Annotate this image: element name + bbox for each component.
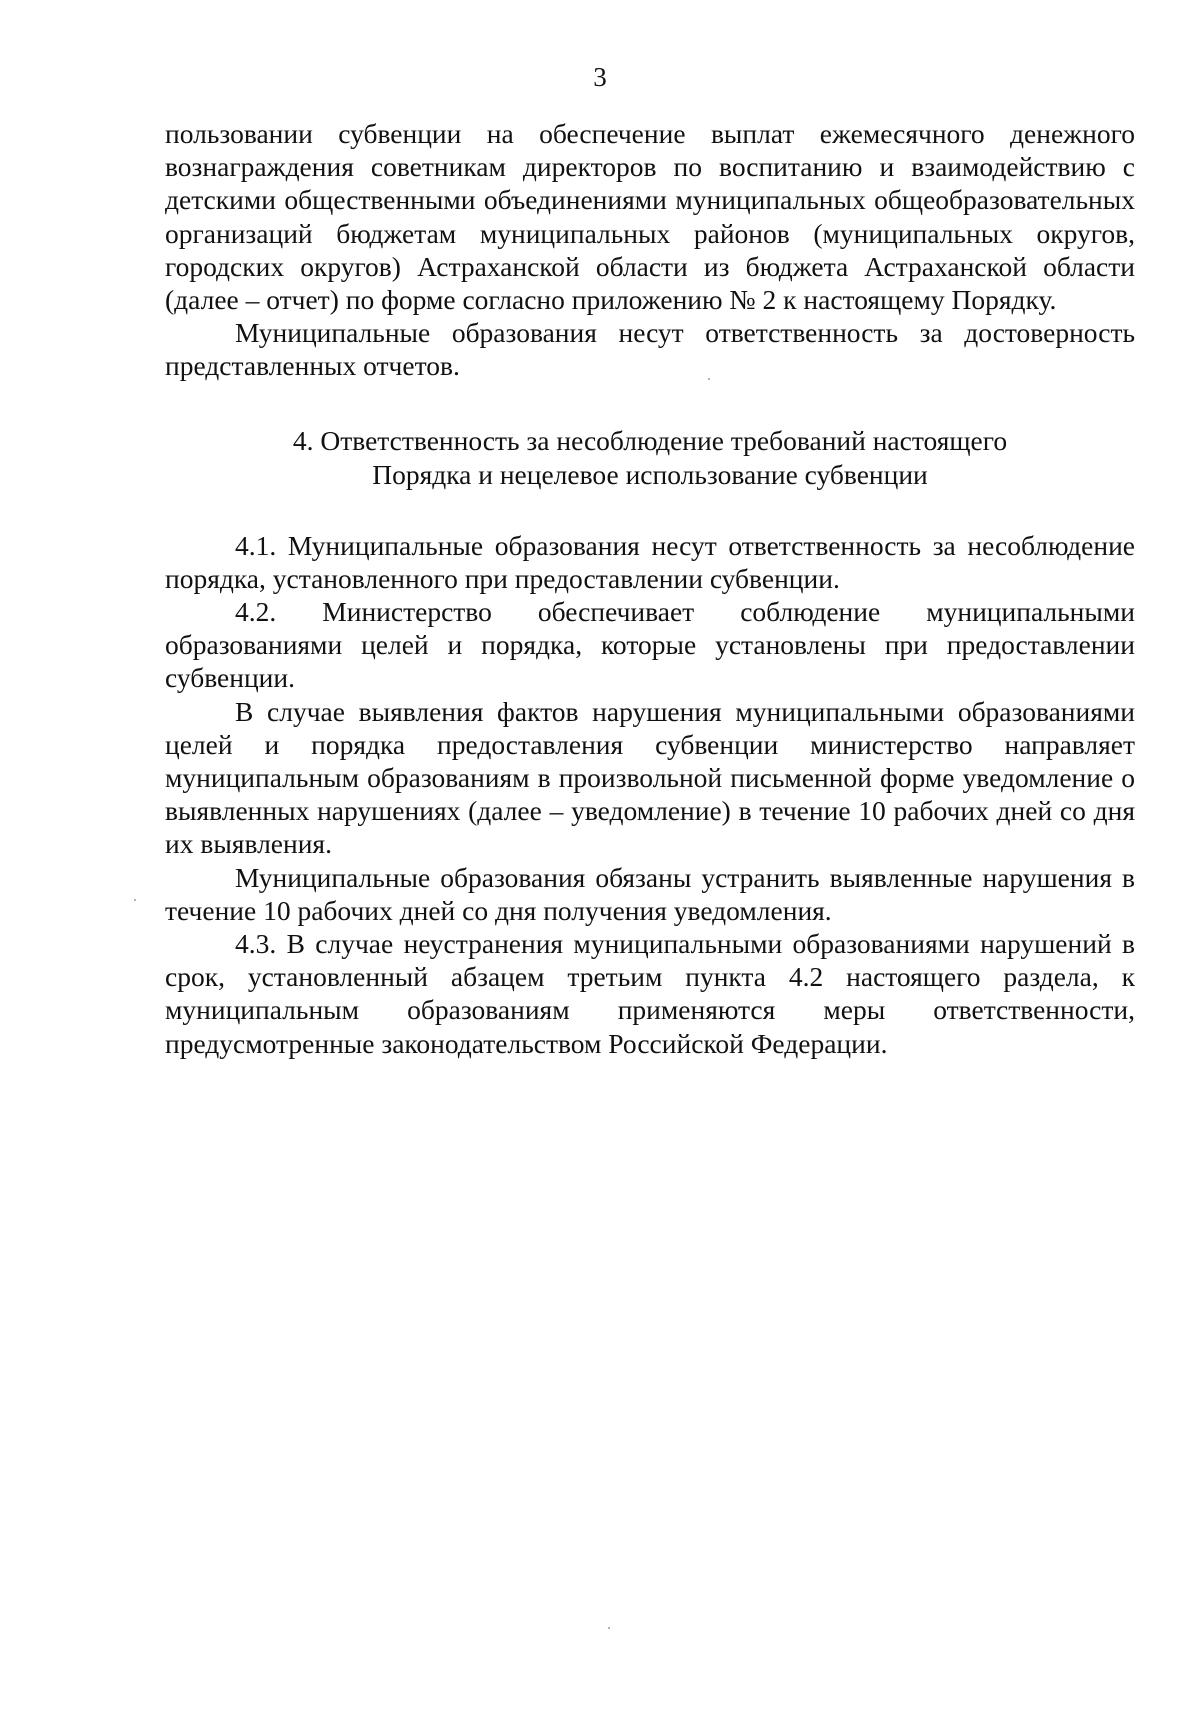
paragraph-obligation: Муниципальные образования обязаны устранить выявленные нарушения в течение 10 рабочих дней со дня получения уведомления. <box>165 861 1135 926</box>
section-4-heading-line-2: Порядка и нецелевое использование субвенции <box>372 458 928 490</box>
document-body <box>165 117 1135 1060</box>
section-4-heading-line-1: 4. Ответственность за несоблюдение требований настоящего <box>292 424 1008 456</box>
page-number: 3 <box>593 62 607 92</box>
paragraph-violations: В случае выявления фактов нарушения муниципальными образованиями целей и порядка предоставления субвенции министерство направляет муниципальным образованиям в произвольной письменной форме уведомление о выявленных нарушениях (далее – уведомление) в течение 10 рабочих дней со дня их выявления. <box>165 695 1135 860</box>
scan-speck <box>134 899 136 901</box>
clause-4-3: 4.3. В случае неустранения муниципальными образованиями нарушений в срок, установленный абзацем третьим пункта 4.2 настоящего раздела, к муниципальным образованиям применяются меры ответственности, предусмотренные законодательством Российской Федерации. <box>165 928 1135 1059</box>
section-4-heading <box>165 424 1135 492</box>
scan-speck <box>708 378 710 380</box>
paragraph-reliability: Муниципальные образования несут ответственность за достоверность представленных отчетов. <box>165 317 1135 382</box>
scan-speck <box>608 1627 610 1629</box>
paragraph-continued-report: пользовании субвенции на обеспечение выплат ежемесячного денежного вознаграждения советникам директоров по воспитанию и взаимодействию с детскими общественными объединениями муниципальных общеобразовательных организаций бюджетам муниципальных районов (муниципальных округов, городских округов) Астраханской области из бюджета Астраханской области (далее – отчет) по форме согласно приложению № 2 к настоящему Порядку. <box>165 118 1135 316</box>
clause-4-2: 4.2. Министерство обеспечивает соблюдение муниципальными образованиями целей и порядка, которые установлены при предоставлении субвенции. <box>165 596 1135 694</box>
clause-4-1: 4.1. Муниципальные образования несут ответственность за несоблюдение порядка, установленного при предоставлении субвенции. <box>165 529 1135 594</box>
